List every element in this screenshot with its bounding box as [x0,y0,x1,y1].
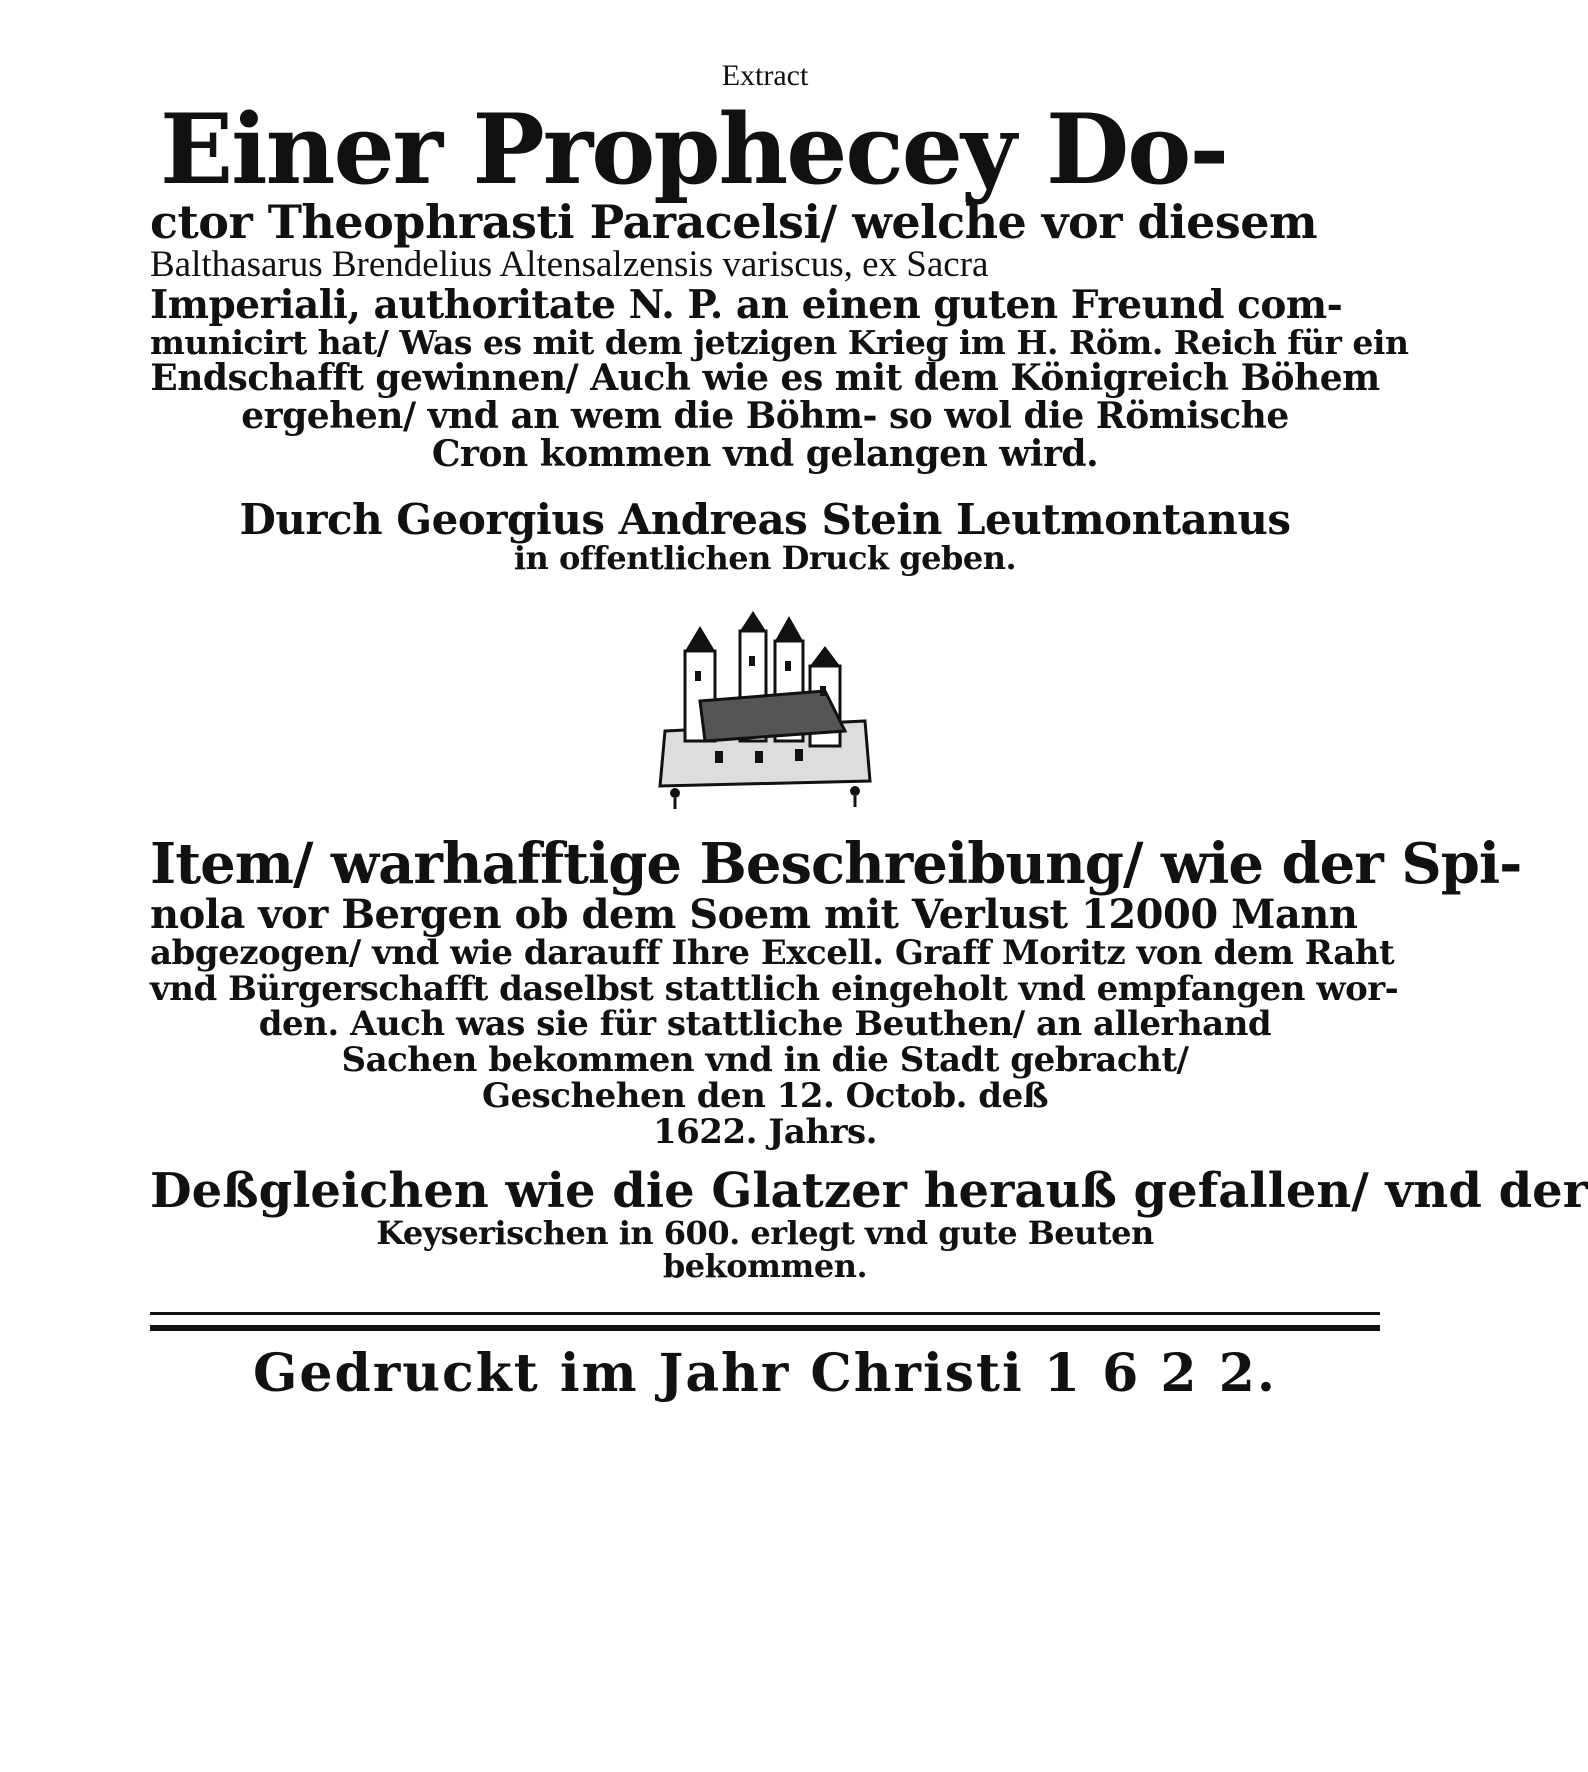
third-heading: Deßgleichen wie die Glatzer herauß gefallen/ vnd der [150,1163,1588,1220]
title-line-1: ctor Theophrasti Paracelsi/ welche vor diesem [150,194,1318,249]
title-line-4: municirt hat/ Was es mit dem jetzigen Krieg im H. Röm. Reich für ein [150,322,1409,362]
town-woodcut-image [645,611,885,811]
main-title: Einer Prophecey Do- [160,92,1228,206]
divider-rule [150,1312,1380,1331]
title-line-7: Cron kommen vnd gelangen wird. [431,432,1099,475]
third-line-1: Keyserischen in 600. erlegt vnd gute Beuten [376,1213,1154,1252]
third-line-2: bekommen. [662,1247,868,1286]
title-line-6: ergehen/ vnd an wem die Böhm- so wol die Römische [241,395,1289,438]
second-line-1: nola vor Bergen ob dem Soem mit Verlust 12000 Mann [150,891,1358,939]
extract-label: Extract [721,59,809,92]
author-line: Durch Georgius Andreas Stein Leutmontanus [239,494,1291,544]
second-line-4: den. Auch was sie für stattliche Beuthen/ an allerhand [258,1004,1272,1045]
second-line-2: abgezogen/ vnd wie darauff Ihre Excell. Graff Moritz von dem Raht [150,933,1395,974]
second-heading: Item/ warhafftige Beschreibung/ wie der Spi- [150,831,1522,898]
title-line-3: Imperiali, authoritate N. P. an einen guten Freund com- [150,281,1343,328]
second-line-7: 1622. Jahrs. [652,1111,878,1152]
second-line-3: vnd Bürgerschafft daselbst stattlich eingeholt vnd empfangen wor- [150,968,1399,1009]
second-line-5: Sachen bekommen vnd in die Stadt gebracht/ [341,1040,1189,1081]
title-page [150,59,1588,1404]
title-line-5: Endschafft gewinnen/ Auch wie es mit dem Königreich Böhem [150,357,1380,400]
author-line-2: in offentlichen Druck geben. [513,538,1017,577]
imprint-line: Gedruckt im Jahr Christi 1 6 2 2. [253,1342,1277,1404]
second-line-6: Geschehen den 12. Octob. deß [481,1075,1049,1116]
title-line-2: Balthasarus Brendelius Altensalzensis variscus, ex Sacra [150,243,989,285]
